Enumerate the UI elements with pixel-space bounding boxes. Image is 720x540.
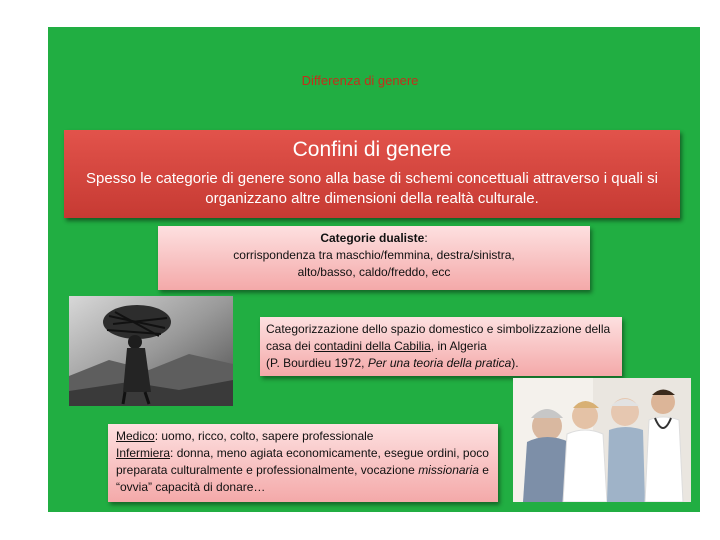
woman-carrying-wood-photo xyxy=(69,296,233,406)
gender-boundaries-box xyxy=(64,130,680,218)
reference-end: ). xyxy=(511,356,519,370)
reference-title: Per una teoria della pratica xyxy=(367,356,512,370)
missionaria-word: missionaria xyxy=(418,463,479,477)
doctor-nurse-box xyxy=(108,424,498,502)
reference-start: (P. Bourdieu 1972, xyxy=(266,356,368,370)
cabilia-peasants: contadini della Cabilia xyxy=(314,339,431,353)
dualist-line-2: alto/basso, caldo/freddo, ecc xyxy=(297,265,451,279)
cabilia-text-end: , in Algeria xyxy=(430,339,487,353)
infermiera-label: Infermiera xyxy=(116,446,171,460)
dualist-label: Categorie dualiste xyxy=(320,231,425,245)
medico-text: : uomo, ricco, colto, sapere professionale xyxy=(154,429,374,443)
infermiera-text: : donna, meno agiata economicamente, esegue ordini, poco preparata culturalmente e professionalmente, vocazione xyxy=(116,446,489,477)
dualist-colon: : xyxy=(424,231,428,245)
cabilia-text-start: Categorizzazione dello spazio domestico e simbolizzazione della casa dei xyxy=(266,322,611,353)
medico-label: Medico xyxy=(116,429,155,443)
dualist-heading-line xyxy=(158,230,590,247)
dualist-line-1: corrispondenza tra maschio/femmina, destra/sinistra, xyxy=(233,248,515,262)
gender-boundaries-heading: Confini di genere xyxy=(292,138,452,161)
medical-staff-photo xyxy=(513,378,691,502)
cabilia-box xyxy=(260,317,622,376)
slide-title: Differenza di genere xyxy=(301,73,419,88)
infermiera-tail: e “ovvia” capacità di donare… xyxy=(116,463,489,494)
dualist-categories-box xyxy=(158,226,590,290)
gender-boundaries-text: Spesso le categorie di genere sono alla base di schemi concettuali attraverso i quali si organizzano altre dimensioni della realtà culturale. xyxy=(86,170,658,207)
